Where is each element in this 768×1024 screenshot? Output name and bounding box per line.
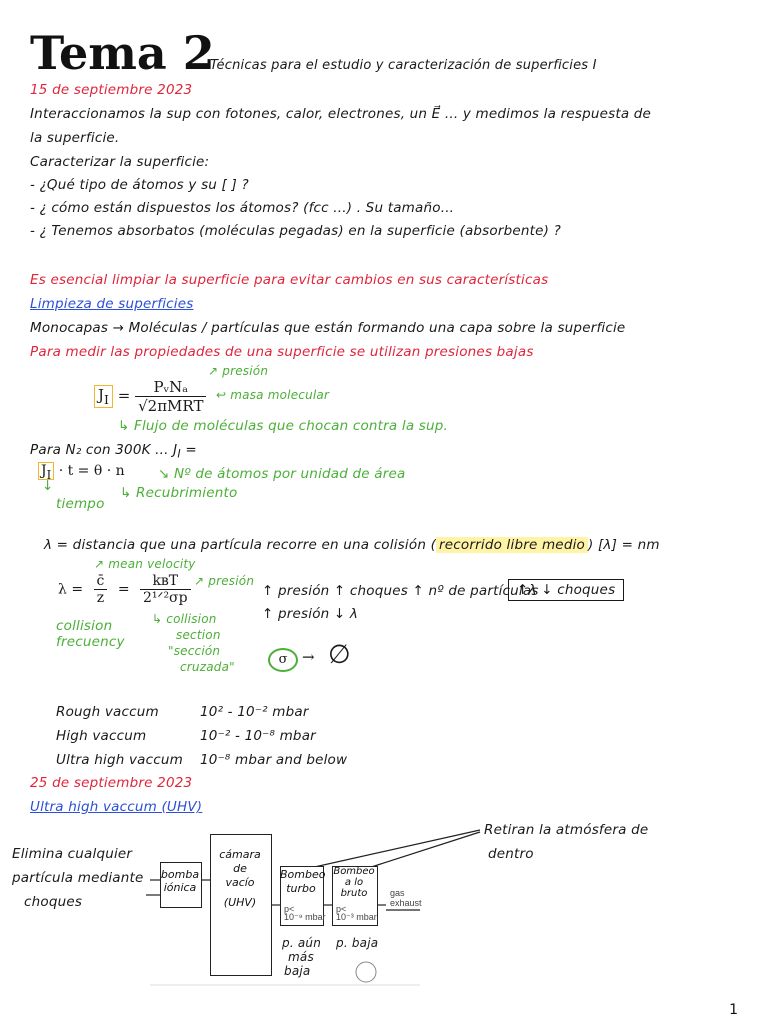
essential-note: Es esencial limpiar la superficie para evitar cambios en sus características: [30, 272, 549, 288]
pump-circle-shape: [356, 962, 376, 982]
page-subtitle: Técnicas para el estudio y caracterización de superficies I: [210, 58, 597, 73]
note-cross-3: "sección: [168, 644, 221, 658]
flux-denominator: √2πMRT: [138, 397, 204, 415]
label-exhaust: exhaust: [390, 898, 422, 908]
vacuum-label-ultra: Ultra high vaccum: [56, 752, 183, 768]
mfp-frac2-num: kʙT: [140, 573, 191, 590]
label-rough-3: bruto: [340, 888, 368, 899]
note-time-arrow: ↓: [42, 478, 54, 494]
note-cross-4: cruzada": [180, 660, 235, 674]
vacuum-value-high: 10⁻² - 10⁻⁸ mbar: [200, 728, 316, 744]
note-collision-1: collision: [56, 618, 113, 634]
relation-1: ↑ presión ↑ choques ↑ nº de partículas: [262, 583, 539, 599]
label-rough-2: a lo: [344, 877, 364, 888]
intro-line-1: Interaccionamos la sup con fotones, calor, electrones, un E⃗ ... y medimos la respuesta de: [30, 106, 652, 122]
low-pressure-line: Para medir las propiedades de una superficie se utilizan presiones bajas: [30, 344, 534, 360]
label-rough-1: Bombeo: [333, 866, 375, 877]
flux-numerator: PᵥNₐ: [135, 378, 206, 397]
note-time: tiempo: [56, 496, 105, 512]
vacuum-label-rough: Rough vaccum: [56, 704, 159, 720]
left-note-1: Elimina cualquier: [12, 846, 133, 862]
flux-lhs-sub: I: [104, 392, 109, 407]
sigma-arrow: →: [302, 648, 315, 666]
cov-lhs: J: [41, 463, 47, 479]
turbo-under-2: más: [288, 950, 314, 964]
label-turbo-1: Bombeo: [280, 868, 326, 881]
page-title: Tema 2: [30, 26, 215, 80]
note-presion: ↗ presión: [194, 574, 255, 588]
cov-lhs-sub: I: [46, 467, 52, 482]
intro-bullet-1: - ¿Qué tipo de átomos y su [ ] ?: [30, 177, 249, 193]
right-note-2: dentro: [488, 846, 534, 862]
date-2: 25 de septiembre 2023: [30, 775, 193, 791]
note-collision-2: frecuency: [56, 634, 125, 650]
label-turbo-2: turbo: [286, 882, 316, 895]
flux-formula: $J_I$ = $\frac{\text{PᵥNₐ}}{\text{√2πMRT}}$: [94, 378, 206, 415]
mfp-frac1-num: c̄: [94, 573, 108, 590]
intro-line-3: Caracterizar la superficie:: [30, 154, 210, 170]
label-chamber-2: de: [233, 862, 247, 875]
intro-bullet-3: - ¿ Tenemos absorbatos (moléculas pegadas) en la superficie (absorbente) ?: [30, 223, 561, 239]
turbo-under-1: p. aún: [282, 936, 322, 950]
mfp-def-highlight: recorrido libre medio: [436, 537, 588, 553]
sigma-empty: ∅: [328, 640, 351, 670]
mfp-frac1-den: z: [96, 590, 105, 606]
label-chamber-4: (UHV): [223, 896, 257, 909]
note-cross-1: ↳ collision: [152, 612, 217, 626]
rough-under: p. baja: [336, 936, 379, 950]
note-coverage: ↳ Recubrimiento: [120, 485, 238, 501]
label-turbo-p: p<: [284, 904, 295, 914]
note-cross-2: section: [176, 628, 221, 642]
label-turbo-val: 10⁻⁹ mbar: [284, 912, 326, 922]
pointer-rough: [362, 832, 480, 870]
pointer-turbo: [310, 830, 480, 868]
section-heading-uhv: Ultra high vaccum (UHV): [30, 799, 203, 815]
vacuum-label-high: High vaccum: [56, 728, 147, 744]
page-number: 1: [729, 1002, 738, 1018]
note-mean-velocity: ↗ mean velocity: [94, 557, 196, 571]
intro-line-2: la superficie.: [30, 130, 120, 146]
label-chamber-1: cámara: [219, 848, 261, 861]
left-note-3: choques: [24, 894, 83, 910]
label-rough-val: 10⁻³ mbar: [336, 912, 377, 922]
vacuum-value-ultra: 10⁻⁸ mbar and below: [200, 752, 348, 768]
mfp-eq-lhs: λ =: [58, 581, 84, 598]
n2-line-sub: I: [177, 447, 181, 461]
label-rough-p: p<: [336, 904, 347, 914]
n2-line-text: Para N₂ con 300K ... J: [30, 442, 178, 458]
turbo-under-3: baja: [284, 964, 311, 978]
label-gas: gas: [390, 888, 405, 898]
vacuum-value-rough: 10² - 10⁻² mbar: [200, 704, 309, 720]
note-mass: ↩ masa molecular: [216, 388, 330, 402]
mfp-def-end: ) [λ] = nm: [588, 537, 660, 553]
cov-eq: · t = θ · n: [58, 463, 125, 479]
mfp-frac2-den: 2¹ᐟ²σp: [143, 590, 188, 606]
left-note-2: partícula mediante: [12, 870, 144, 886]
note-atoms-area: ↘ Nº de átomos por unidad de área: [158, 466, 406, 482]
boxed-relation: ↑λ ↓ choques: [508, 579, 624, 601]
n2-line-eq: =: [180, 442, 197, 458]
section-heading-cleaning: Limpieza de superficies: [30, 296, 194, 312]
flux-lhs: J: [98, 386, 105, 404]
right-note-1: Retiran la atmósfera de: [484, 822, 649, 838]
label-ion-pump: bomba iónica: [160, 868, 200, 894]
mfp-eq-mid: =: [117, 581, 130, 598]
monolayers-line: Monocapas → Moléculas / partículas que están formando una capa sobre la superficie: [30, 320, 626, 336]
intro-bullet-2: - ¿ cómo están dispuestos los átomos? (fcc ...) . Su tamaño...: [30, 200, 455, 216]
note-pressure: ↗ presión: [208, 364, 269, 378]
label-chamber-3: vacío: [225, 876, 255, 889]
note-flux: ↳ Flujo de moléculas que chocan contra la sup.: [118, 418, 449, 434]
relation-2: ↑ presión ↓ λ: [262, 606, 359, 622]
sigma-circle: σ: [268, 648, 298, 672]
date-1: 15 de septiembre 2023: [30, 82, 193, 98]
mfp-def-start: λ = distancia que una partícula recorre en una colisión (: [44, 537, 437, 553]
